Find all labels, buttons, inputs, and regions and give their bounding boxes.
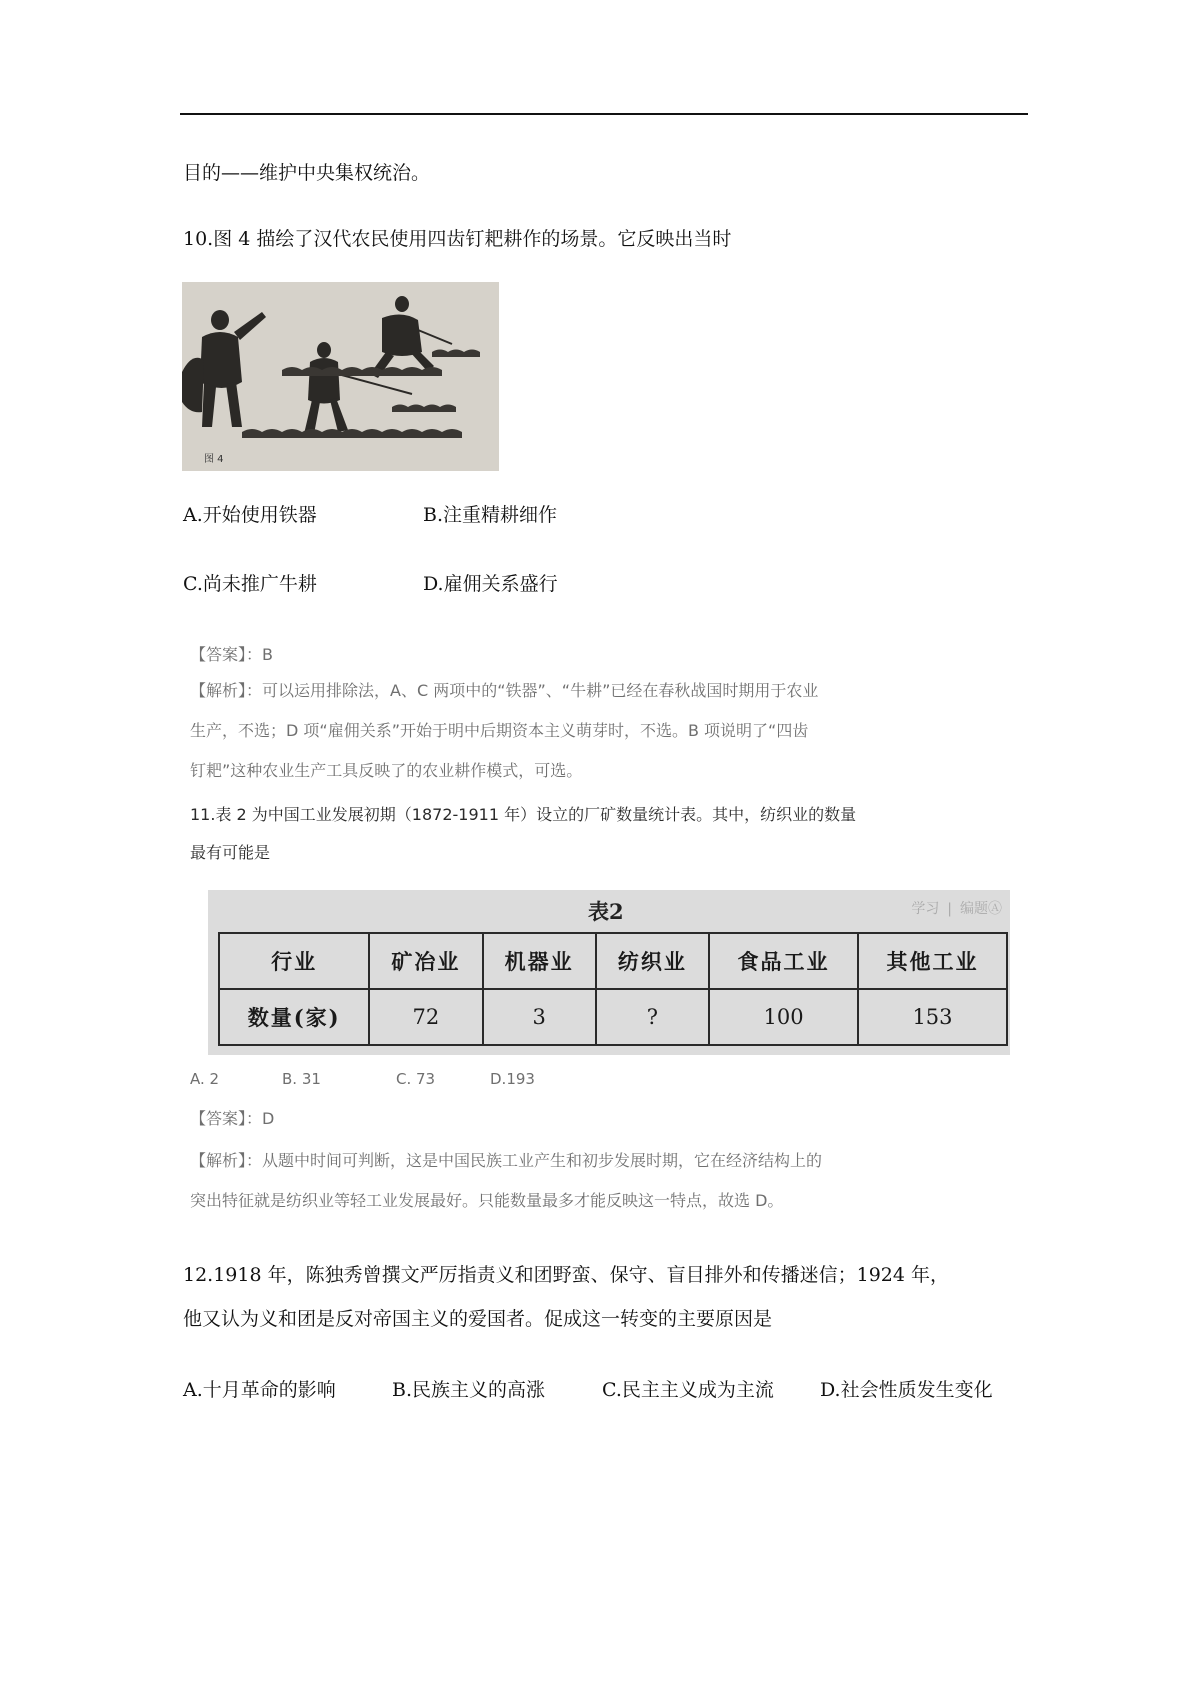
q11-analysis-line-2: 突出特征就是纺织业等轻工业发展最好。只能数量最多才能反映这一特点，故选 D。 <box>190 1191 784 1210</box>
q10-option-a: A.开始使用铁器 <box>183 504 317 526</box>
value-cell: 72 <box>369 989 482 1045</box>
q11-option-c: C. 73 <box>396 1070 436 1088</box>
value-cell: 3 <box>483 989 596 1045</box>
farming-scene-image <box>182 282 499 471</box>
q10-option-b: B.注重精耕细作 <box>423 504 558 526</box>
q12-option-c: C.民主主义成为主流 <box>602 1379 774 1401</box>
q12-option-d: D.社会性质发生变化 <box>820 1379 993 1401</box>
q10-analysis-line-1: 【解析】：可以运用排除法，A、C 两项中的“铁器”、“牛耕”已经在春秋战国时期用于农业 <box>190 681 819 700</box>
q12-stem-line-2: 他又认为义和团是反对帝国主义的爱国者。促成这一转变的主要原因是 <box>183 1308 773 1330</box>
q10-stem: 10.图 4 描绘了汉代农民使用四齿钉耙耕作的场景。它反映出当时 <box>183 228 732 250</box>
q11-options <box>190 1068 535 1090</box>
value-cell: 100 <box>709 989 858 1045</box>
table-row <box>219 989 1007 1045</box>
table-title: 表2 <box>588 899 624 924</box>
header-cell: 行业 <box>219 933 369 989</box>
q10-analysis-line-3: 钉耙”这种农业生产工具反映了的农业耕作模式，可选。 <box>190 761 583 780</box>
q12-stem-line-1: 12.1918 年，陈独秀曾撰文严厉指责义和团野蛮、保守、盲目排外和传播迷信；1924 年， <box>183 1264 950 1286</box>
q11-option-b: B. 31 <box>282 1070 321 1088</box>
q10-option-d: D.雇佣关系盛行 <box>423 573 558 595</box>
q10-option-c: C.尚未推广牛耕 <box>183 573 317 595</box>
q11-option-d: D.193 <box>490 1070 535 1088</box>
q10-analysis-line-2: 生产，不选；D 项“雇佣关系”开始于明中后期资本主义萌芽时，不选。B 项说明了“四齿 <box>190 721 809 740</box>
q11-table-image <box>208 890 1010 1055</box>
table-seal-text: 学习 ❘ 编题Ⓐ <box>911 901 1002 917</box>
q10-answer: 【答案】：B <box>190 645 273 664</box>
value-cell: 数量(家) <box>219 989 369 1045</box>
header-cell: 矿冶业 <box>369 933 482 989</box>
q11-stem-line-2: 最有可能是 <box>190 843 271 862</box>
header-cell: 其他工业 <box>858 933 1007 989</box>
header-rule <box>180 113 1028 115</box>
q11-answer: 【答案】：D <box>190 1109 275 1128</box>
factory-count-table <box>218 932 1008 1046</box>
header-cell: 食品工业 <box>709 933 858 989</box>
header-cell: 纺织业 <box>596 933 709 989</box>
q10-figure <box>182 282 499 471</box>
header-cell: 机器业 <box>483 933 596 989</box>
q11-analysis-line-1: 【解析】：从题中时间可判断，这是中国民族工业产生和初步发展时期，它在经济结构上的 <box>190 1151 823 1170</box>
table-header-row <box>219 933 1007 989</box>
q12-option-b: B.民族主义的高涨 <box>392 1379 546 1401</box>
figure-caption: 图 4 <box>204 454 224 465</box>
q12-option-a: A.十月革命的影响 <box>183 1379 336 1401</box>
value-cell: 153 <box>858 989 1007 1045</box>
q11-option-a: A. 2 <box>190 1070 220 1088</box>
q11-stem-line-1: 11.表 2 为中国工业发展初期（1872-1911 年）设立的厂矿数量统计表。其中，纺织业的数量 <box>190 805 857 824</box>
value-cell: ? <box>596 989 709 1045</box>
continuation-text: 目的——维护中央集权统治。 <box>183 162 431 184</box>
